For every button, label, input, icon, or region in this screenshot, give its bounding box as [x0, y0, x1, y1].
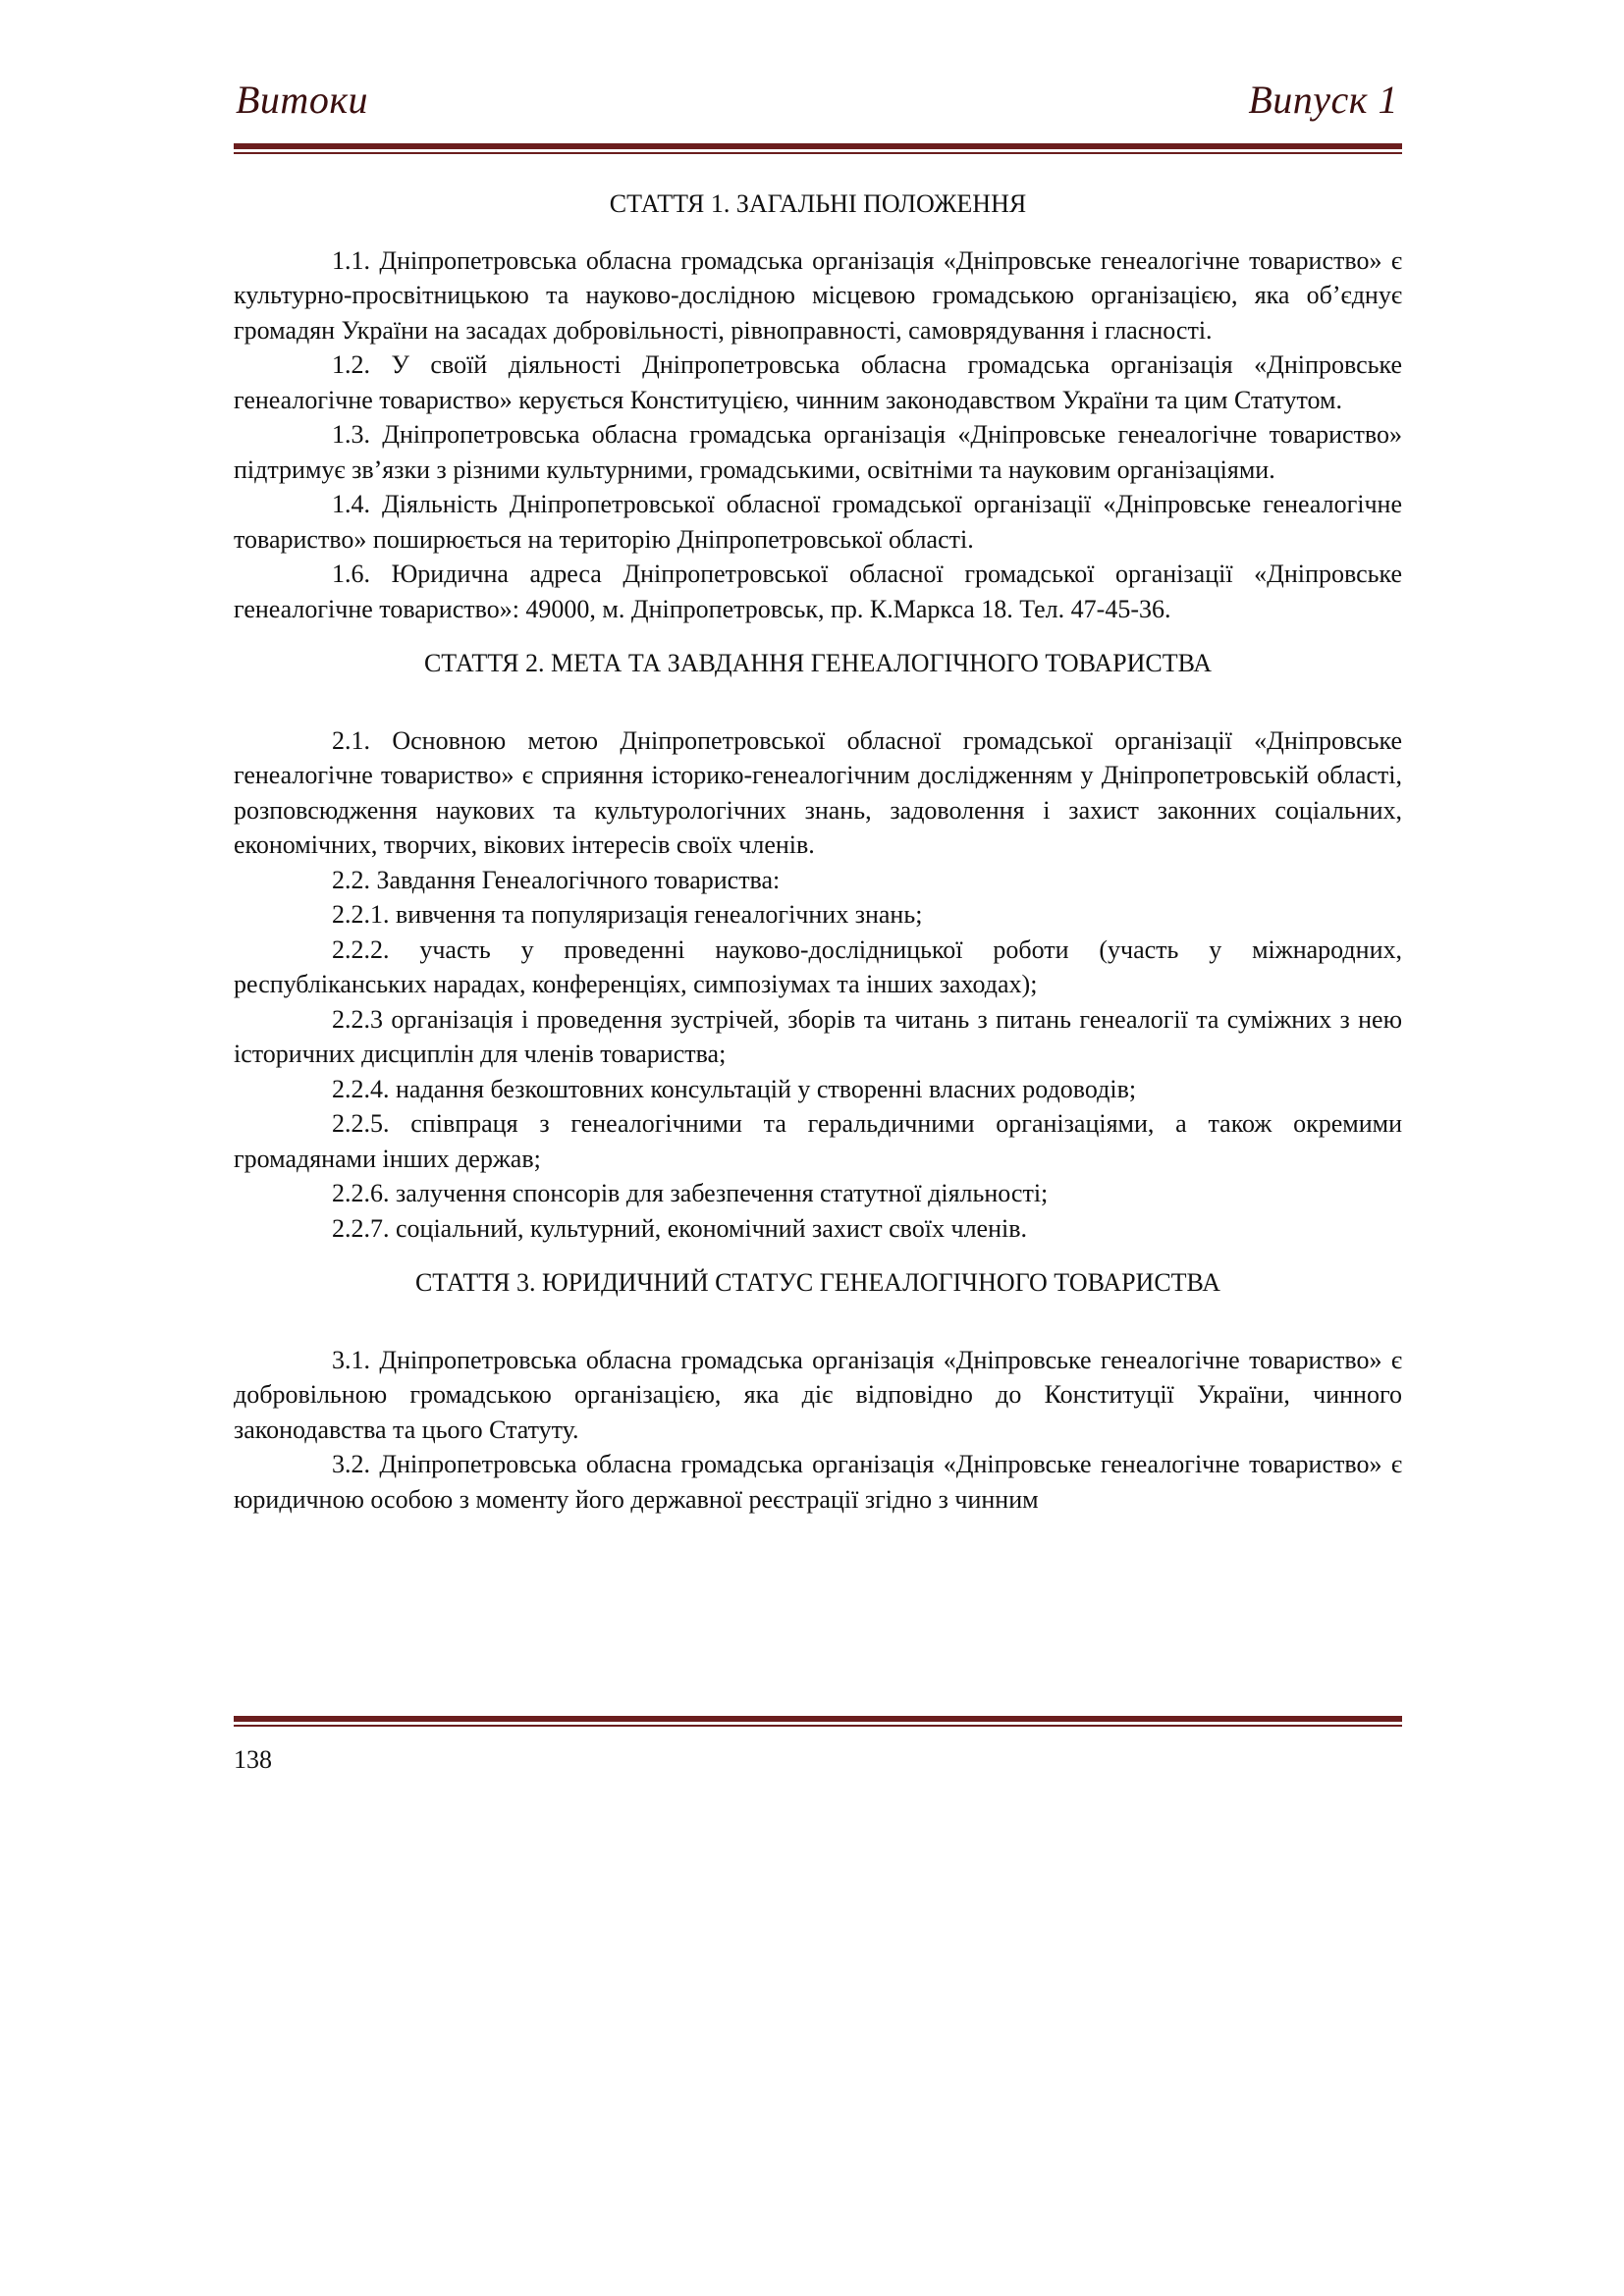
paragraph: 2.2. Завдання Генеалогічного товариства:: [332, 865, 781, 894]
section-title: СТАТТЯ 2. МЕТА ТА ЗАВДАННЯ ГЕНЕАЛОГІЧНОГО ТОВАРИСТВА: [423, 649, 1213, 677]
section-title: СТАТТЯ 3. ЮРИДИЧНИЙ СТАТУС ГЕНЕАЛОГІЧНОГО ТОВАРИСТВА: [414, 1268, 1221, 1297]
paragraph: 2.2.2. участь у проведенні науково-дослідницької роботи (участь у міжнародних, республіканських нарадах, конференціях, симпозіумах та інших заходах);: [234, 934, 1402, 998]
paragraph: 3.2. Дніпропетровська обласна громадська організація «Дніпровське генеалогічне товариство» є юридичною особою з моменту його державної реєстрації згідно з чинним: [234, 1450, 1402, 1514]
paragraph: 2.2.1. вивчення та популяризація генеалогічних знань;: [332, 900, 923, 929]
paragraph: 2.2.5. співпраця з генеалогічними та геральдичними організаціями, а також окремими громадянами інших держав;: [234, 1109, 1402, 1173]
journal-title: Витоки: [236, 78, 369, 122]
paragraph: 3.1. Дніпропетровська обласна громадська організація «Дніпровське генеалогічне товариство» є добровільною громадською організацією, яка діє відповідно до Конституції України, чинного законодавства та цього Статуту.: [234, 1345, 1402, 1444]
paragraph: 1.4. Діяльність Дніпропетровської обласної громадської організації «Дніпровське генеалогічне товариство» поширюється на територію Дніпропетровської області.: [234, 490, 1402, 554]
page-number: 138: [234, 1745, 272, 1774]
paragraph: 1.3. Дніпропетровська обласна громадська організація «Дніпровське генеалогічне товариство» підтримує зв’язки з різними культурними, громадськими, освітніми та науковим організаціями.: [234, 420, 1402, 484]
issue-label: Випуск 1: [1248, 78, 1398, 122]
footer-rule: [234, 1716, 1402, 1727]
header-rule: [234, 143, 1402, 154]
running-header: [234, 77, 1402, 132]
paragraph: 2.2.6. залучення спонсорів для забезпечення статутної діяльності;: [332, 1179, 1049, 1207]
article-body: [234, 187, 1402, 1517]
paragraph: 1.2. У своїй діяльності Дніпропетровська обласна громадська організація «Дніпровське генеалогічне товариство» керується Конституцією, чинним законодавством України та цим Статутом.: [234, 350, 1402, 414]
paragraph: 2.2.3 організація і проведення зустрічей, зборів та читань з питань генеалогії та суміжних з нею історичних дисциплін для членів товариства;: [234, 1004, 1402, 1068]
paragraph: 1.1. Дніпропетровська обласна громадська організація «Дніпровське генеалогічне товариство» є культурно-просвітницькою та науково-дослідною місцевою громадською організацією, яка об’єднує громадян України на засадах добровільності, рівноправності, самоврядування і гласності.: [234, 245, 1402, 345]
paragraph: 2.1. Основною метою Дніпропетровської обласної громадської організації «Дніпровське генеалогічне товариство» є сприяння історико-генеалогічним дослідженням у Дніпропетровській області, розповсюдження наукових та культурологічних знань, задоволення і захист законних соціальних, економічних, творчих, вікових інтересів своїх членів.: [234, 725, 1402, 859]
paragraph: 1.6. Юридична адреса Дніпропетровської обласної громадської організації «Дніпровське генеалогічне товариство»: 49000, м. Дніпропетровськ, пр. К.Маркса 18. Тел. 47-45-36.: [234, 560, 1402, 623]
paragraph: 2.2.7. соціальний, культурний, економічний захист своїх членів.: [332, 1213, 1028, 1243]
paragraph: 2.2.4. надання безкоштовних консультацій у створенні власних родоводів;: [332, 1074, 1137, 1103]
section-title: СТАТТЯ 1. ЗАГАЛЬНІ ПОЛОЖЕННЯ: [609, 189, 1027, 218]
